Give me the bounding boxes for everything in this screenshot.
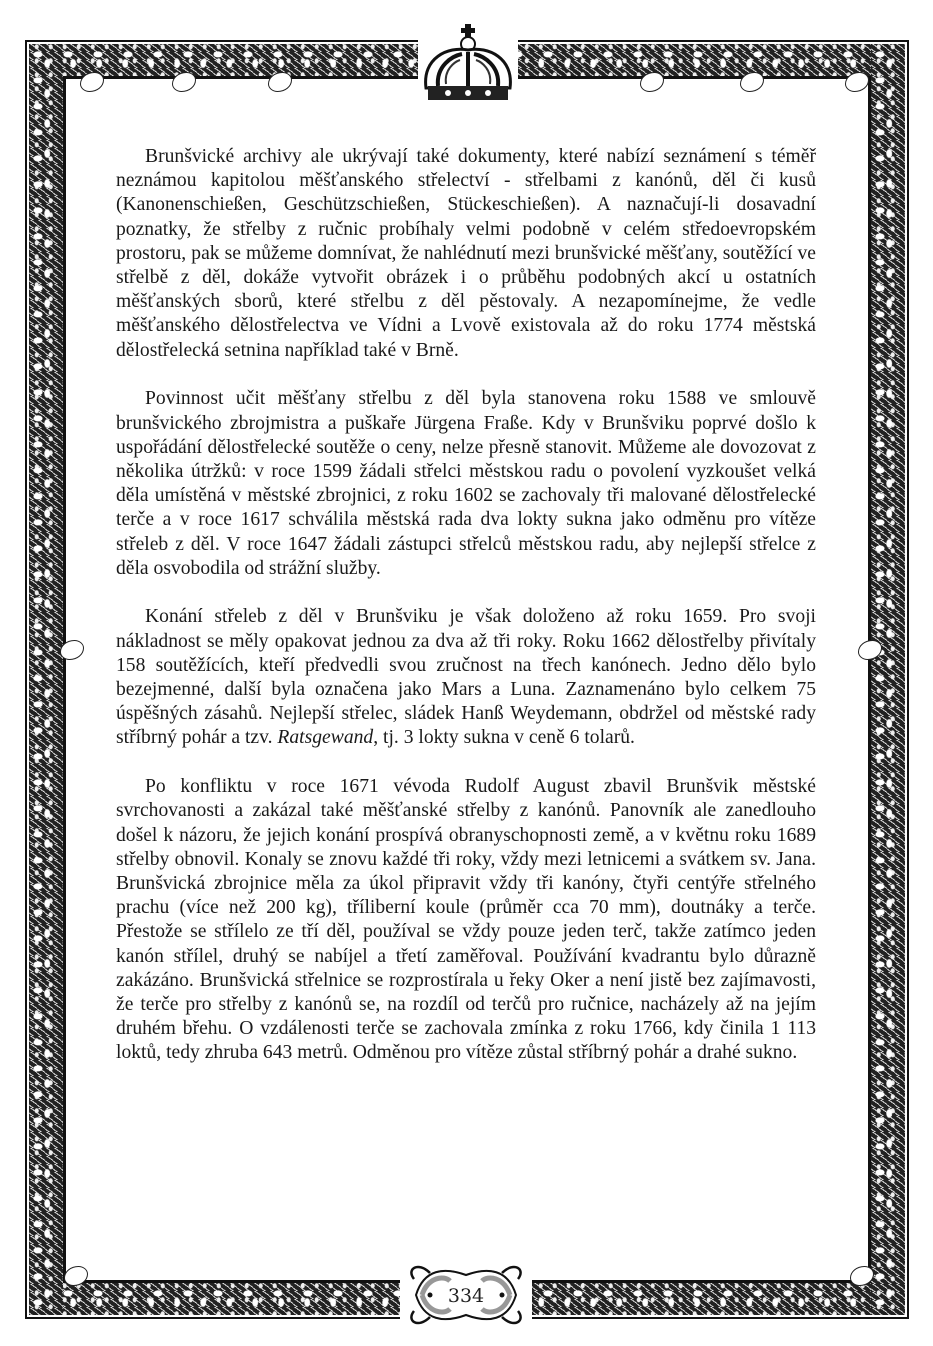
paragraph-4: Po konfliktu v roce 1671 vévoda Rudolf August zbavil Brunšvik městské svrchovanosti a zakázal také měšťanské střelby z kanónů. Panovník ale zanedlouho došel k názoru, že jejich konání prospívá obranyschopnosti země, a v květnu roku 1689 střelby obnovil. Konaly se znovu každé tři roky, vždy mezi letnicemi a svátkem sv. Jana. Brunšvická zbrojnice měla za úkol připravit vždy tři kanóny, čtyři centýře střelného prachu (více než 200 kg), tříliberní koule (průměr cca 70 mm), doutnáky a terče. Přestože se střílelo ze tří děl, používal se vždy pouze jeden terč, takže zatímco jeden kanón střílel, druhý se nabíjel a třetí zaměřoval. Používání kvadrantu bylo důrazně zakázáno. Brunšvická střelnice se rozprostírala u řeky Oker a není jistě bez zajímavosti, že terče pro střelby z kanónů se, na rozdíl od terčů pro ručnice, nacházely až na jejím druhém břehu. O vzdálenosti terče se zachovala zmínka z roku 1766, kdy činila 1 113 loktů, tedy zhruba 643 metrů. Odměnou pro vítěze zůstal stříbrný pohár a drahé sukno. <box>116 776 816 1064</box>
ornamental-border-left-icon <box>29 44 63 1315</box>
paragraph-1: Brunšvické archivy ale ukrývají také dokumenty, které nabízí seznámení s téměř neznámou kapitolou měšťanského střelectví - střelbami z kanónů, děl či kusů (Kanonenschießen, Geschützschießen, Stückeschießen). A naznačují-li dosavadní poznatky, že střelby z ručnic probíhaly velmi podobně v celém středoevropském prostoru, pak se můžeme domnívat, že nahlédnutí mezi brunšvické měšťany, soutěžící ve střelbě z děl, dokáže vytvořit obrázek i o průběhu podobných akcí u ostatních měšťanských sborů, které střelbu z děl pěstovaly. A nezapomínejme, že vedle měšťanského dělostřelectva ve Vídni a Lvově existovala až do roku 1774 městská dělostřelecká setnina například také v Brně. <box>116 146 816 361</box>
paragraph-2: Povinnost učit měšťany střelbu z děl byla stanovena roku 1588 ve smlouvě brunšvického zbrojmistra a puškaře Jürgena Fraße. Kdy v Brunšviku poprvé došlo k uspořádání dělostřelecké soutěže o ceny, nelze přesně stanovit. Můžeme ale dovozovat z několika útržků: v roce 1599 žádali střelci městskou radu o povolení vyzkoušet velká děla umístěná v městské zbrojnici, z roku 1602 se zachovaly tři malované dělostřelecké terče a v roce 1617 schválila městská rada dva lokty sukna jako odměnu pro vítěze střeleb z děl. V roce 1647 žádali zástupci střelců městskou radu, aby nejlepší střelce z děla osvobodila od strážní služby. <box>116 388 816 579</box>
body-text <box>116 145 816 1090</box>
ornamental-border-right-icon <box>871 44 905 1315</box>
paragraph-3-text-b: , tj. 3 lokty sukna v ceně 6 tolarů. <box>373 727 635 749</box>
paragraph-3 <box>116 605 816 750</box>
crown-icon <box>418 18 518 108</box>
page-number: 334 <box>447 1285 485 1307</box>
italic-term: Ratsgewand <box>277 727 374 749</box>
paragraph-3-text-a: Konání střeleb z děl v Brunšviku je však doloženo až roku 1659. Pro svoji nákladnost se měly opakovat jednou za dva až tři roky. Roku 1662 dělostřelby přivítaly 158 soutěžících, kteří předvedli svou zručnost na třech kanónech. Jedno dělo bylo bezejmenné, další byla označena jako Mars a Luna. Zaznamenáno bylo celkem 75 úspěšných zásahů. Nejlepší střelec, sládek Hanß Weydemann, obdržel od městské rady stříbrný pohár a tzv. <box>116 606 816 749</box>
